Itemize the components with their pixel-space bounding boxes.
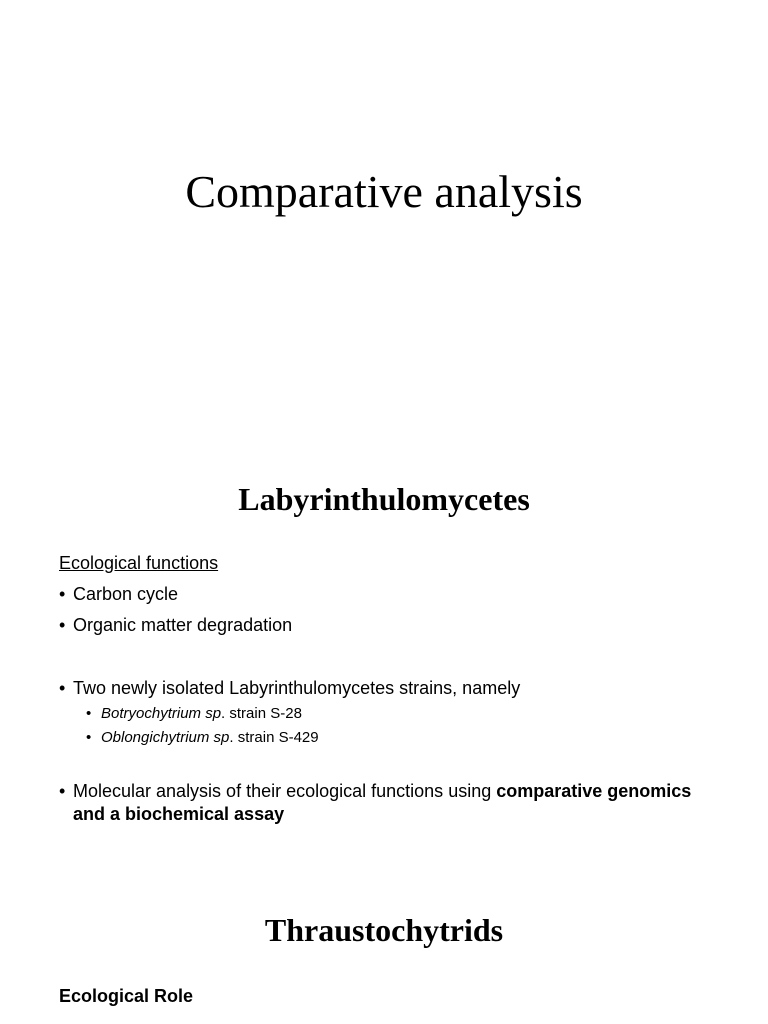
analysis-text: Molecular analysis of their ecological functions using [73,781,497,801]
bullet-item [59,677,699,700]
bullet-item [59,780,699,826]
bullet-icon: • [59,584,66,604]
bullet-icon: • [59,615,66,635]
section-heading-thraustochytrids: Thraustochytrids [264,912,504,948]
sub-bullet-text [86,704,686,724]
sub-bullet-text [86,728,686,748]
subheading-ecological-role: Ecological Role [59,986,194,1006]
sub-bullet-item [86,728,686,748]
strain-genus: Oblongichytrium sp [101,729,230,746]
bullet-text: Two newly isolated Labyrinthulomycetes strains, namely [73,678,521,698]
section-heading-labyrinthulomycetes: Labyrinthulomycetes [238,481,530,517]
bullet-icon: • [59,678,66,698]
bullet-item [59,583,699,606]
bullet-item [59,614,699,637]
bullet-icon: • [59,781,66,801]
analysis-emphasis: comparative genomics and a biochemical assay [73,781,692,824]
bullet-text: Carbon cycle [73,584,179,604]
slide-title: Comparative analysis [185,166,583,217]
sub-bullet-item [86,704,686,724]
subheading-ecological-functions: Ecological functions [59,553,219,573]
bullet-text [59,780,699,826]
strain-genus: Botryochytrium sp [101,705,222,722]
bullet-text: Organic matter degradation [73,615,293,635]
strain-detail: . strain S-28 [221,705,302,722]
bullet-icon: • [86,705,92,722]
strain-detail: . strain S-429 [229,729,319,746]
bullet-icon: • [86,729,92,746]
